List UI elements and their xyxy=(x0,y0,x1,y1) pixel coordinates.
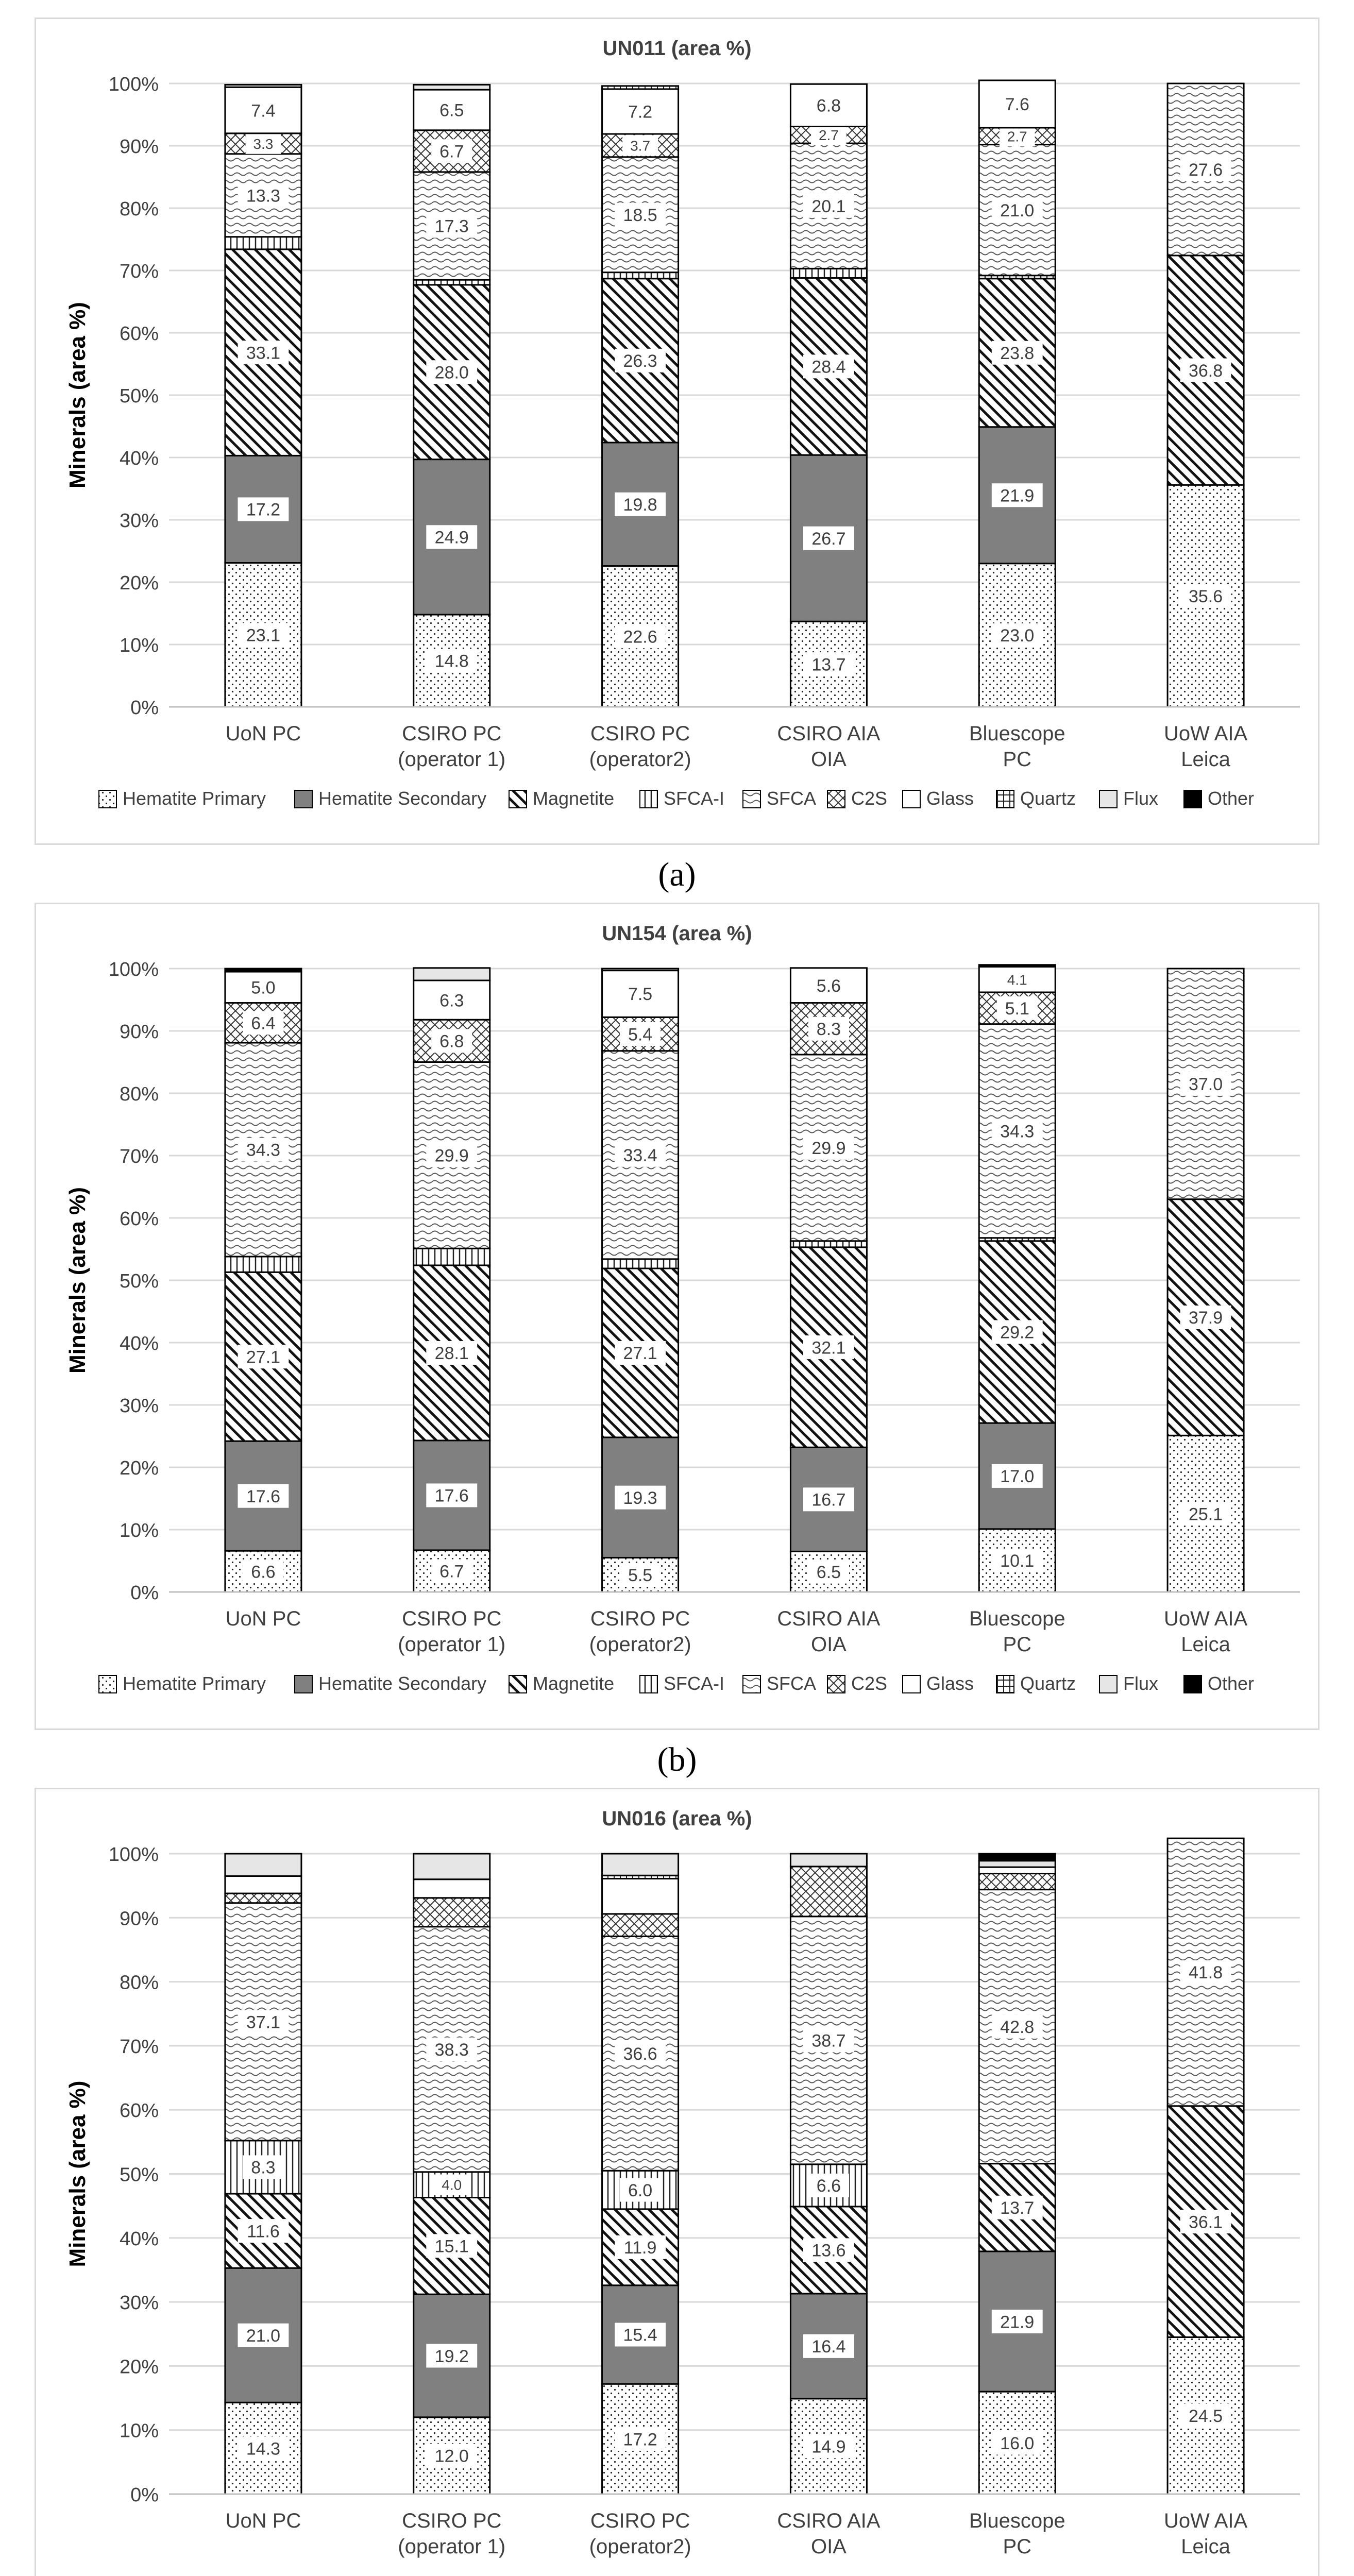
data-label: 37.1 xyxy=(246,2012,281,2032)
legend-label: Hematite Secondary xyxy=(318,788,487,809)
data-label: 7.4 xyxy=(251,101,276,121)
data-label: 4.0 xyxy=(442,2177,462,2193)
x-tick-label: UoW AIA xyxy=(1163,1607,1248,1630)
data-label: 17.0 xyxy=(1000,1467,1035,1487)
legend-item-other xyxy=(1184,788,1254,809)
data-label: 21.0 xyxy=(1000,200,1035,221)
data-label: 20.1 xyxy=(811,197,846,217)
legend-swatch xyxy=(640,1675,657,1693)
legend-swatch xyxy=(903,790,920,808)
data-label: 36.1 xyxy=(1188,2212,1223,2232)
data-label: 6.6 xyxy=(251,1562,276,1582)
legend-item-flux xyxy=(1099,1673,1158,1694)
legend-label: C2S xyxy=(851,788,888,809)
y-tick-label: 90% xyxy=(119,1021,159,1043)
legend-swatch xyxy=(743,1675,760,1693)
legend-item-magnetite xyxy=(509,788,614,809)
x-tick-label: CSIRO PC xyxy=(590,1607,690,1630)
data-label: 13.7 xyxy=(1000,2198,1035,2218)
chart-svg-a xyxy=(36,19,1318,843)
data-label: 21.9 xyxy=(1000,486,1035,506)
legend-swatch xyxy=(1184,1675,1201,1693)
data-label: 17.2 xyxy=(246,500,281,520)
data-label: 17.3 xyxy=(434,216,469,236)
data-label: 22.6 xyxy=(623,627,657,647)
y-tick-label: 30% xyxy=(119,2292,159,2314)
bar-segment-flux xyxy=(225,84,301,87)
data-label: 34.3 xyxy=(246,1140,281,1160)
bar-segment-sfca-i xyxy=(414,1248,490,1265)
data-label: 36.8 xyxy=(1188,361,1223,381)
legend-item-sfca-i xyxy=(640,1673,724,1694)
legend-swatch xyxy=(295,1675,312,1693)
legend-swatch xyxy=(996,790,1014,808)
x-tick-label: CSIRO PC xyxy=(590,722,690,745)
legend-label: Flux xyxy=(1123,788,1159,809)
data-label: 6.3 xyxy=(439,991,464,1011)
data-label: 17.2 xyxy=(623,2430,657,2450)
y-tick-label: 80% xyxy=(119,198,159,220)
x-tick-label: Bluescope xyxy=(969,2510,1065,2532)
legend-item-sfca xyxy=(743,1673,816,1694)
x-tick-label: CSIRO PC xyxy=(402,722,502,745)
legend-label: Other xyxy=(1208,1673,1255,1694)
data-label: 17.6 xyxy=(246,1486,281,1506)
data-label: 26.3 xyxy=(623,351,657,371)
data-label: 7.2 xyxy=(628,102,653,122)
bar-segment-flux xyxy=(602,969,679,971)
data-label: 29.9 xyxy=(811,1139,846,1159)
x-tick-label: PC xyxy=(1003,748,1032,771)
y-tick-label: 10% xyxy=(119,635,159,656)
data-label: 21.9 xyxy=(1000,2312,1035,2332)
data-label: 21.0 xyxy=(246,2326,281,2346)
y-tick-label: 50% xyxy=(119,385,159,407)
legend-item-hematite-secondary xyxy=(295,1673,486,1694)
legend-label: Quartz xyxy=(1020,1673,1076,1694)
data-label: 5.0 xyxy=(251,978,276,998)
legend-swatch xyxy=(640,790,657,808)
y-tick-label: 70% xyxy=(119,1146,159,1167)
bar-segment-other xyxy=(979,1854,1055,1861)
x-tick-label: UoW AIA xyxy=(1163,722,1248,745)
x-tick-label: (operator 1) xyxy=(398,2535,506,2558)
x-tick-label: CSIRO PC xyxy=(402,1607,502,1630)
legend-item-glass xyxy=(903,788,974,809)
figure-caption-a: (a) xyxy=(658,856,696,893)
y-tick-label: 50% xyxy=(119,2164,159,2186)
data-label: 19.8 xyxy=(623,495,657,515)
x-tick-label: UoN PC xyxy=(225,2510,301,2532)
data-label: 27.1 xyxy=(246,1347,281,1367)
y-tick-label: 40% xyxy=(119,2228,159,2250)
x-tick-label: CSIRO AIA xyxy=(777,1607,881,1630)
data-label: 33.1 xyxy=(246,343,281,363)
x-tick-label: UoN PC xyxy=(225,722,301,745)
bar-segment-flux xyxy=(225,1854,301,1876)
data-label: 37.0 xyxy=(1188,1075,1223,1095)
data-label: 5.5 xyxy=(628,1565,653,1585)
x-tick-label: Leica xyxy=(1181,2535,1230,2558)
bar-segment-c2s xyxy=(979,1874,1055,1890)
legend-label: Magnetite xyxy=(533,788,615,809)
legend-item-hematite-secondary xyxy=(295,788,486,809)
bar-segment-glass xyxy=(979,1867,1055,1873)
legend-swatch xyxy=(1184,790,1201,808)
y-tick-label: 20% xyxy=(119,1458,159,1479)
figure-caption-b: (b) xyxy=(657,1741,697,1778)
data-label: 17.6 xyxy=(434,1486,469,1506)
y-tick-label: 60% xyxy=(119,1208,159,1230)
x-tick-label: (operator 1) xyxy=(398,1633,506,1656)
legend-item-hematite-primary xyxy=(99,1673,266,1694)
data-label: 6.7 xyxy=(439,142,464,162)
data-label: 29.9 xyxy=(434,1146,469,1166)
bar-segment-sfca-i xyxy=(602,273,679,279)
data-label: 16.4 xyxy=(811,2337,846,2357)
bar-segment-flux xyxy=(602,1854,679,1875)
data-label: 2.7 xyxy=(1007,128,1027,145)
bar-segment-c2s xyxy=(790,1867,867,1917)
data-label: 27.6 xyxy=(1188,160,1223,180)
data-label: 25.1 xyxy=(1188,1504,1223,1524)
x-tick-label: Bluescope xyxy=(969,722,1065,745)
y-tick-label: 0% xyxy=(130,2484,159,2506)
x-tick-label: CSIRO AIA xyxy=(777,2510,881,2532)
bar-segment-sfca-i xyxy=(790,268,867,278)
bar-segment-flux xyxy=(414,968,490,980)
legend-label: Hematite Primary xyxy=(123,1673,266,1694)
data-label: 16.7 xyxy=(811,1490,846,1510)
data-label: 28.4 xyxy=(811,357,846,377)
data-label: 13.3 xyxy=(246,186,281,206)
legend-swatch xyxy=(509,1675,527,1693)
y-tick-label: 40% xyxy=(119,448,159,469)
x-tick-label: (operator2) xyxy=(589,748,691,771)
y-axis-label: Minerals (area %) xyxy=(65,302,90,488)
legend-swatch xyxy=(509,790,527,808)
x-tick-label: Leica xyxy=(1181,1633,1230,1656)
data-label: 10.1 xyxy=(1000,1551,1035,1571)
bar-segment-sfca-i xyxy=(225,237,301,249)
y-tick-label: 80% xyxy=(119,1083,159,1105)
legend-swatch xyxy=(827,1675,845,1693)
y-axis-label: Minerals (area %) xyxy=(65,1187,90,1374)
chart-title: UN011 (area %) xyxy=(602,37,752,60)
y-tick-label: 10% xyxy=(119,1520,159,1541)
y-tick-label: 30% xyxy=(119,1395,159,1417)
x-tick-label: Bluescope xyxy=(969,1607,1065,1630)
bar-segment-c2s xyxy=(414,1898,490,1927)
legend-item-hematite-primary xyxy=(99,788,266,809)
data-label: 6.5 xyxy=(439,100,464,121)
data-label: 11.6 xyxy=(247,2222,280,2242)
legend-item-flux xyxy=(1099,788,1158,809)
data-label: 26.7 xyxy=(811,529,846,549)
chart-title: UN154 (area %) xyxy=(602,922,752,945)
data-label: 24.9 xyxy=(434,528,469,548)
data-label: 3.7 xyxy=(630,138,651,154)
legend-label: Flux xyxy=(1123,1673,1159,1694)
y-axis-label: Minerals (area %) xyxy=(65,2080,90,2267)
chart-panel-c xyxy=(35,1788,1319,2576)
chart-panel-b xyxy=(35,903,1319,1730)
legend-label: Quartz xyxy=(1020,788,1076,809)
y-tick-label: 40% xyxy=(119,1333,159,1354)
bar-segment-other xyxy=(979,965,1055,967)
data-label: 16.0 xyxy=(1000,2433,1035,2453)
x-tick-label: OIA xyxy=(810,1633,847,1656)
data-label: 29.2 xyxy=(1000,1323,1035,1343)
data-label: 6.8 xyxy=(816,96,841,116)
legend-swatch xyxy=(996,1675,1014,1693)
data-label: 13.6 xyxy=(811,2241,846,2261)
y-tick-label: 20% xyxy=(119,2356,159,2378)
y-tick-label: 0% xyxy=(130,1582,159,1604)
legend-label: Other xyxy=(1208,788,1255,809)
data-label: 8.3 xyxy=(251,2158,276,2178)
legend-item-sfca xyxy=(743,788,816,809)
legend-item-quartz xyxy=(996,788,1076,809)
data-label: 6.7 xyxy=(439,1562,464,1582)
data-label: 28.1 xyxy=(434,1344,469,1364)
data-label: 41.8 xyxy=(1188,1963,1223,1983)
x-tick-label: CSIRO PC xyxy=(402,2510,502,2532)
x-tick-label: UoW AIA xyxy=(1163,2510,1248,2532)
legend-swatch xyxy=(827,790,845,808)
legend-swatch xyxy=(99,790,116,808)
legend-item-c2s xyxy=(827,1673,887,1694)
data-label: 38.3 xyxy=(434,2040,469,2060)
bar-segment-glass xyxy=(602,1878,679,1913)
legend-swatch xyxy=(1099,1675,1117,1693)
y-tick-label: 90% xyxy=(119,136,159,158)
x-tick-label: CSIRO AIA xyxy=(777,722,881,745)
legend-label: SFCA-I xyxy=(664,788,725,809)
data-label: 27.1 xyxy=(623,1344,657,1364)
data-label: 42.8 xyxy=(1000,2017,1035,2037)
data-label: 23.0 xyxy=(1000,626,1035,646)
data-label: 24.5 xyxy=(1188,2406,1223,2426)
bar-segment-flux xyxy=(414,1854,490,1879)
bar-segment-c2s xyxy=(225,1893,301,1903)
data-label: 37.9 xyxy=(1188,1308,1223,1328)
data-label: 34.3 xyxy=(1000,1122,1035,1142)
legend-label: C2S xyxy=(851,1673,888,1694)
data-label: 8.3 xyxy=(816,1020,841,1040)
legend-label: Glass xyxy=(926,788,974,809)
data-label: 15.4 xyxy=(623,2325,657,2345)
data-label: 4.1 xyxy=(1007,972,1027,988)
y-tick-label: 60% xyxy=(119,2100,159,2122)
legend-swatch xyxy=(903,1675,920,1693)
data-label: 6.0 xyxy=(628,2180,653,2200)
bar-segment-glass xyxy=(225,1876,301,1894)
legend-item-glass xyxy=(903,1673,974,1694)
data-label: 15.1 xyxy=(434,2236,469,2257)
data-label: 6.4 xyxy=(251,1013,276,1033)
bar-segment-c2s xyxy=(602,1914,679,1937)
data-label: 14.8 xyxy=(434,651,469,671)
data-label: 11.9 xyxy=(623,2238,657,2258)
bar-segment-sfca-i xyxy=(790,1241,867,1247)
y-tick-label: 100% xyxy=(108,959,159,980)
data-label: 14.9 xyxy=(811,2437,846,2457)
legend-label: SFCA-I xyxy=(664,1673,725,1694)
data-label: 14.3 xyxy=(246,2439,281,2459)
legend-label: Glass xyxy=(926,1673,974,1694)
data-label: 2.7 xyxy=(818,127,839,143)
bar-segment-other xyxy=(225,969,301,972)
x-tick-label: PC xyxy=(1003,1633,1032,1656)
x-tick-label: PC xyxy=(1003,2535,1032,2558)
legend-label: SFCA xyxy=(767,1673,817,1694)
data-label: 18.5 xyxy=(623,205,657,225)
data-label: 23.8 xyxy=(1000,343,1035,363)
data-label: 23.1 xyxy=(246,625,281,646)
data-label: 19.2 xyxy=(434,2346,469,2366)
data-label: 3.3 xyxy=(253,135,274,152)
data-label: 6.6 xyxy=(816,2176,841,2196)
legend-item-magnetite xyxy=(509,1673,614,1694)
data-label: 33.4 xyxy=(623,1146,657,1166)
data-label: 5.1 xyxy=(1005,999,1029,1019)
legend-item-quartz xyxy=(996,1673,1076,1694)
legend-item-other xyxy=(1184,1673,1254,1694)
y-tick-label: 60% xyxy=(119,323,159,345)
bar-segment-glass xyxy=(414,1879,490,1898)
x-tick-label: OIA xyxy=(810,748,847,771)
data-label: 32.1 xyxy=(811,1338,846,1358)
data-label: 6.8 xyxy=(439,1031,464,1052)
legend-item-c2s xyxy=(827,788,887,809)
chart-panel-a xyxy=(35,18,1319,845)
y-tick-label: 80% xyxy=(119,1972,159,1994)
x-tick-label: CSIRO PC xyxy=(590,2510,690,2532)
bar-segment-flux xyxy=(414,84,490,90)
data-label: 36.6 xyxy=(623,2044,657,2064)
data-label: 5.6 xyxy=(816,976,841,996)
data-label: 5.4 xyxy=(628,1025,653,1045)
x-tick-label: Leica xyxy=(1181,748,1230,771)
legend-swatch xyxy=(295,790,312,808)
legend-label: SFCA xyxy=(767,788,817,809)
y-tick-label: 100% xyxy=(108,1844,159,1866)
x-tick-label: UoN PC xyxy=(225,1607,301,1630)
chart-svg-c xyxy=(36,1789,1318,2576)
data-label: 7.5 xyxy=(628,985,653,1005)
data-label: 6.5 xyxy=(816,1562,841,1582)
data-label: 12.0 xyxy=(434,2446,469,2466)
legend-swatch xyxy=(1099,790,1117,808)
y-tick-label: 100% xyxy=(108,74,159,95)
y-tick-label: 10% xyxy=(119,2420,159,2442)
x-tick-label: (operator 1) xyxy=(398,748,506,771)
x-tick-label: OIA xyxy=(810,2535,847,2558)
data-label: 13.7 xyxy=(811,655,846,675)
y-tick-label: 70% xyxy=(119,2036,159,2058)
y-tick-label: 20% xyxy=(119,572,159,594)
data-label: 28.0 xyxy=(434,363,469,383)
y-tick-label: 90% xyxy=(119,1908,159,1930)
bar-segment-flux xyxy=(790,1854,867,1867)
legend-label: Hematite Primary xyxy=(123,788,266,809)
y-tick-label: 50% xyxy=(119,1270,159,1292)
legend-label: Magnetite xyxy=(533,1673,615,1694)
bar-segment-flux xyxy=(979,1861,1055,1867)
bar-segment-sfca-i xyxy=(602,1259,679,1268)
legend-label: Hematite Secondary xyxy=(318,1673,487,1694)
data-label: 35.6 xyxy=(1188,586,1223,606)
legend-swatch xyxy=(743,790,760,808)
y-tick-label: 0% xyxy=(130,697,159,719)
bar-segment-quartz xyxy=(602,86,679,89)
legend-swatch xyxy=(99,1675,116,1693)
data-label: 7.6 xyxy=(1005,95,1029,115)
data-label: 19.3 xyxy=(623,1488,657,1508)
chart-svg-b xyxy=(36,904,1318,1728)
x-tick-label: (operator2) xyxy=(589,1633,691,1656)
y-tick-label: 70% xyxy=(119,261,159,282)
y-tick-label: 30% xyxy=(119,510,159,532)
data-label: 38.7 xyxy=(811,2031,846,2051)
chart-title: UN016 (area %) xyxy=(602,1807,752,1830)
x-tick-label: (operator2) xyxy=(589,2535,691,2558)
legend-item-sfca-i xyxy=(640,788,724,809)
bar-segment-sfca-i xyxy=(225,1257,301,1272)
